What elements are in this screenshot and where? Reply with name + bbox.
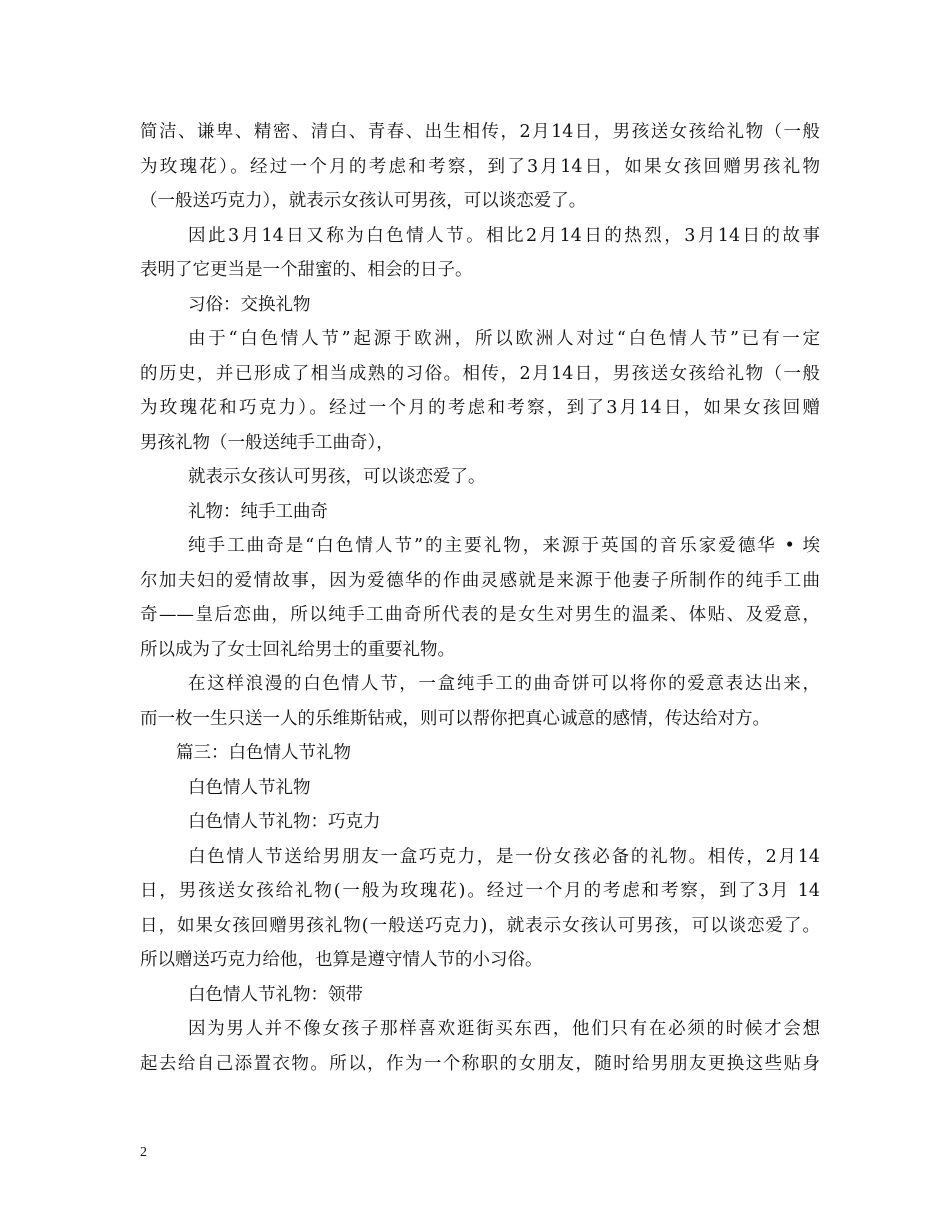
text-line: 日，男孩送女孩给礼物(一般为玫瑰花)。经过一个月的考虑和考察，到了3月 14 xyxy=(140,881,820,901)
paragraph-start-line: 在这样浪漫的白色情人节，一盒纯手工的曲奇饼可以将你的爱意表达出来， xyxy=(188,674,820,694)
section-heading: 白色情人节礼物：巧克力 xyxy=(188,812,381,832)
paragraph-start-line: 白色情人节送给男朋友一盒巧克力，是一份女孩必备的礼物。相传，2月14 xyxy=(188,846,820,867)
text-line: 奇——皇后恋曲，所以纯手工曲奇所代表的是女生对男生的温柔、体贴、及爱意， xyxy=(140,605,820,625)
document-body xyxy=(140,115,820,1081)
text-line: （一般送巧克力），就表示女孩认可男孩，可以谈恋爱了。 xyxy=(140,191,587,211)
section-heading: 礼物：纯手工曲奇 xyxy=(188,501,328,522)
text-line: 起去给自己添置衣物。所以，作为一个称职的女朋友，随时给男朋友更换这些贴身 xyxy=(140,1053,820,1074)
section-heading: 习俗：交换礼物 xyxy=(188,294,311,315)
text-line: 为玫瑰花和巧克力）。经过一个月的考虑和考察，到了3月14日，如果女孩回赠 xyxy=(140,398,820,418)
text-line: 所以赠送巧克力给他，也算是遵守情人节的小习俗。 xyxy=(140,950,543,970)
paragraph-start-line: 纯手工曲奇是“白色情人节”的主要礼物，来源于英国的音乐家爱德华 • 埃 xyxy=(188,536,820,556)
text-line: 简洁、谦卑、精密、清白、青春、出生相传，2月14日，男孩送女孩给礼物（一般 xyxy=(140,122,820,142)
section-heading: 白色情人节礼物 xyxy=(188,777,311,798)
text-line: 为玫瑰花）。经过一个月的考虑和考察，到了3月14日，如果女孩回赠男孩礼物 xyxy=(140,156,820,177)
text-line: 而一枚一生只送一人的乐维斯钻戒，则可以帮你把真心诚意的感情，传达给对方。 xyxy=(140,708,770,729)
text-line: 的历史，并已形成了相当成熟的习俗。相传，2月14日，男孩送女孩给礼物（一般 xyxy=(140,363,820,384)
paragraph-start-line: 因此3月14日又称为白色情人节。相比2月14日的热烈，3月14日的故事 xyxy=(188,225,820,246)
paragraph-start-line: 就表示女孩认可男孩，可以谈恋爱了。 xyxy=(188,467,486,487)
chapter-heading: 篇三：白色情人节礼物 xyxy=(176,743,351,763)
text-line: 尔加夫妇的爱情故事，因为爱德华的作曲灵感就是来源于他妻子所制作的纯手工曲 xyxy=(140,570,820,591)
paragraph-start-line: 因为男人并不像女孩子那样喜欢逛街买东西，他们只有在必须的时候才会想 xyxy=(188,1019,820,1039)
paragraph-start-line: 由于“白色情人节”起源于欧洲，所以欧洲人对过“白色情人节”已有一定 xyxy=(188,329,820,349)
page-number: 2 xyxy=(140,1145,147,1160)
section-heading: 白色情人节礼物：领带 xyxy=(188,984,363,1005)
text-line: 表明了它更当是一个甜蜜的、相会的日子。 xyxy=(140,260,473,280)
text-line: 男孩礼物（一般送纯手工曲奇）， xyxy=(140,432,394,453)
text-line: 日，如果女孩回赠男孩礼物(一般送巧克力)，就表示女孩认可男孩，可以谈恋爱了。 xyxy=(140,915,820,936)
text-line: 所以成为了女士回礼给男士的重要礼物。 xyxy=(140,639,455,660)
